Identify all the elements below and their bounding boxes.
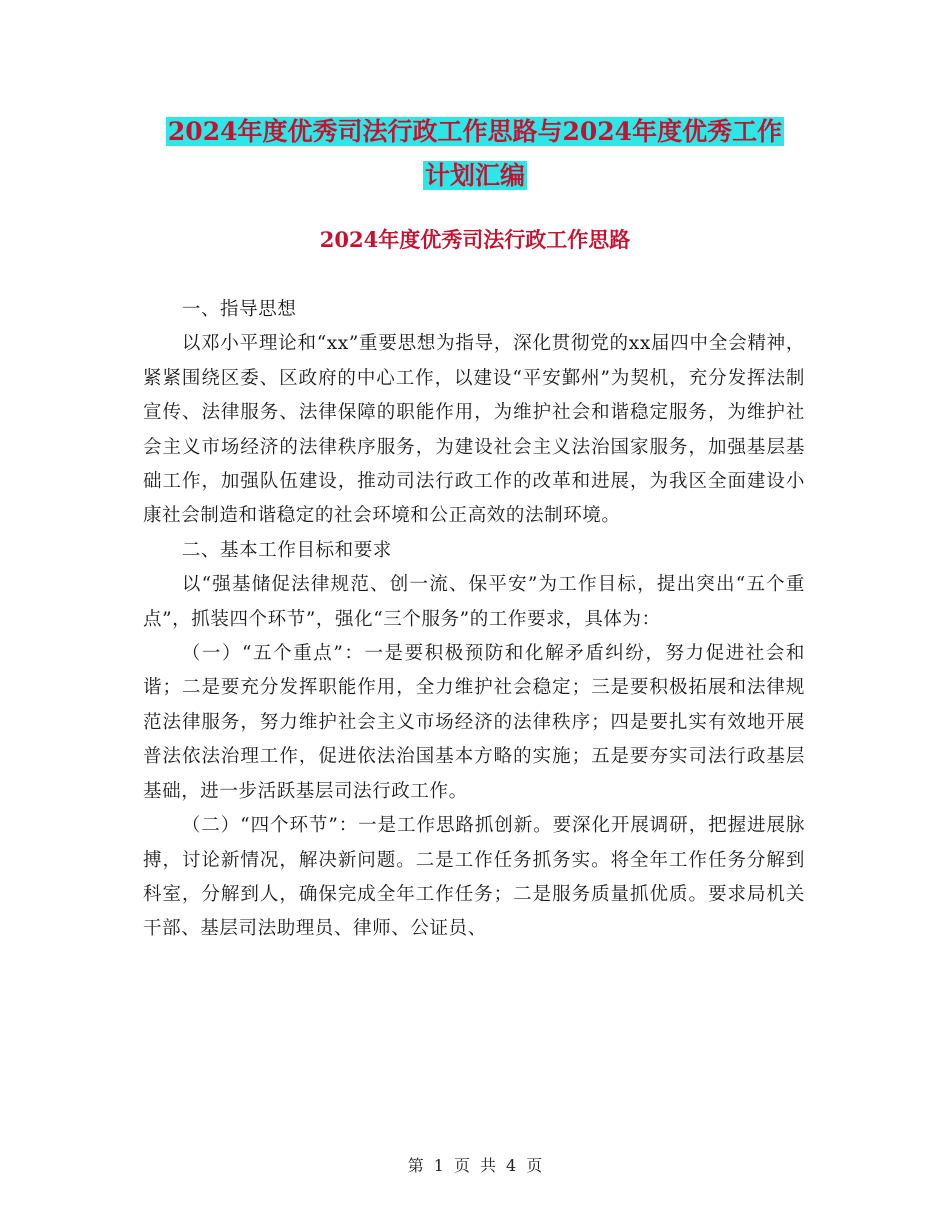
paragraph-four-links: （二）“四个环节”：一是工作思路抓创新。要深化开展调研，把握进展脉搏，讨论新情况，解决新问题。二是工作任务抓务实。将全年工作任务分解到科室，分解到人，确保完成全年工作任务；二是服务质量抓优质。要求局机关干部、基层司法助理员、律师、公证员、 [143, 815, 805, 940]
footer-total-pages: 4 [506, 1156, 517, 1175]
document-title-line-2: 计划汇编 [424, 161, 525, 190]
document-title-line-1: 2024年度优秀司法行政工作思路与2024年度优秀工作 [167, 117, 783, 146]
heading-goals-requirements: 二、基本工作目标和要求 [181, 539, 392, 561]
footer-page-label: 第 [407, 1156, 424, 1175]
footer-page-number: 1 [433, 1156, 444, 1175]
paragraph-guiding-ideology: 以邓小平理论和“xx”重要思想为指导，深化贯彻党的xx届四中全会精神，紧紧围绕区委、区政府的中心工作，以建设“平安鄞州”为契机，充分发挥法制宣传、法律服务、法律保障的职能作用，为维护社会和谐稳定服务，为维护社会主义市场经济的法律秩序服务，为建设社会主义法治国家服务，加强基层基础工作，加强队伍建设，推动司法行政工作的改革和进展，为我区全面建设小康社会制造和谐稳定的社会环境和公正高效的法制环境。 [143, 333, 805, 527]
footer-page-unit: 页 [453, 1156, 470, 1175]
section-title: 2024年度优秀司法行政工作思路 [319, 227, 631, 252]
heading-guiding-ideology: 一、指导思想 [181, 299, 297, 320]
footer-total-label: 共 [480, 1156, 497, 1175]
document-body [143, 293, 805, 947]
paragraph-five-priorities: （一）“五个重点”：一是要积极预防和化解矛盾纠纷，努力促进社会和谐；二是要充分发挥职能作用，全力维护社会稳定；三是要积极拓展和法律规范法律服务，努力维护社会主义市场经济的法律秩序；四是要扎实有效地开展普法依法治理工作，促进依法治国基本方略的实施；五是要夯实司法行政基层基础，进一步活跃基层司法行政工作。 [143, 643, 805, 802]
paragraph-goals: 以“强基储促法律规范、创一流、保平安”为工作目标，提出突出“五个重点”，抓装四个环节”，强化“三个服务”的工作要求，具体为： [143, 574, 805, 630]
footer-total-unit: 页 [526, 1156, 543, 1175]
page-footer [0, 1153, 950, 1176]
